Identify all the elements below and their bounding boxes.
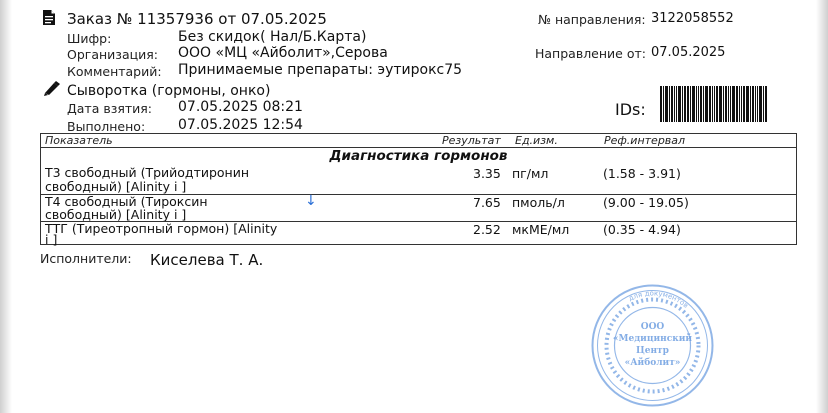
stamp-ring-text: для документов (627, 289, 690, 310)
row-3-name-line2: i ] (45, 232, 58, 247)
row-2-unit: пмоль/л (512, 195, 565, 210)
referral-from-label: Направление от: (535, 46, 646, 61)
barcode (660, 86, 785, 122)
row-2-ref: (9.00 - 19.05) (603, 195, 689, 210)
stamp-line-1: ООО (640, 322, 665, 332)
referral-from-value: 07.05.2025 (651, 45, 726, 60)
cipher-value: Без скидок( Нал/Б.Карта) (178, 29, 367, 45)
organization-label: Организация: (67, 47, 158, 62)
row-2-name-line2: свободный) [Alinity i ] (45, 207, 187, 222)
pen-icon (43, 80, 61, 96)
row-1-result: 3.35 (473, 166, 501, 181)
ids-label: IDs: (615, 100, 646, 119)
executors-value: Киселева Т. А. (150, 251, 264, 269)
taken-date-value: 07.05.2025 08:21 (178, 99, 303, 115)
referral-number-value: 3122058552 (651, 11, 734, 26)
taken-date-label: Дата взятия: (67, 101, 153, 116)
stamp-line-4: «Айболит» (624, 358, 681, 368)
low-flag-arrow-icon: ↓ (305, 193, 317, 209)
completed-label: Выполнено: (67, 119, 146, 134)
page-edge-left (0, 0, 12, 413)
comment-value: Принимаемые препараты: эутирокс75 (178, 62, 463, 78)
organization-value: ООО «МЦ «Айболит»,Серова (178, 45, 388, 61)
row-2-name-line1: Т4 свободный (Тироксин (45, 194, 208, 209)
sample-title: Сыворотка (гормоны, онко) (67, 83, 271, 99)
row-2-result: 7.65 (473, 195, 501, 210)
row-1-name-line2: свободный) [Alinity i ] (45, 179, 187, 194)
clinic-stamp (590, 283, 715, 408)
column-header-indicator: Показатель (45, 134, 113, 147)
stamp-line-3: Центр (636, 346, 669, 356)
stamp-line-2: «Медицинский (612, 334, 693, 344)
document-icon (42, 9, 56, 26)
comment-label: Комментарий: (67, 64, 162, 79)
column-header-ref: Реф.интервал (604, 134, 686, 147)
column-header-result: Результат (442, 134, 501, 147)
row-3-ref: (0.35 - 4.94) (603, 222, 681, 237)
row-1-name-line1: Т3 свободный (Трийодтиронин (45, 165, 250, 180)
order-title: Заказ № 11357936 от 07.05.2025 (67, 10, 327, 28)
row-3-result: 2.52 (473, 222, 501, 237)
executors-label: Исполнители: (40, 251, 132, 266)
row-1-unit: пг/мл (512, 166, 549, 181)
page-edge-right (816, 0, 828, 413)
row-1-ref: (1.58 - 3.91) (603, 166, 681, 181)
completed-value: 07.05.2025 12:54 (178, 117, 303, 133)
row-3-name-line1: ТТГ (Тиреотропный гормон) [Alinity (45, 221, 278, 236)
cipher-label: Шифр: (67, 31, 112, 46)
row-3-unit: мкМЕ/мл (512, 222, 570, 237)
results-table (40, 133, 797, 245)
column-header-unit: Ед.изм. (515, 134, 558, 147)
referral-number-label: № направления: (538, 12, 646, 27)
section-title: Диагностика гормонов (329, 148, 508, 164)
